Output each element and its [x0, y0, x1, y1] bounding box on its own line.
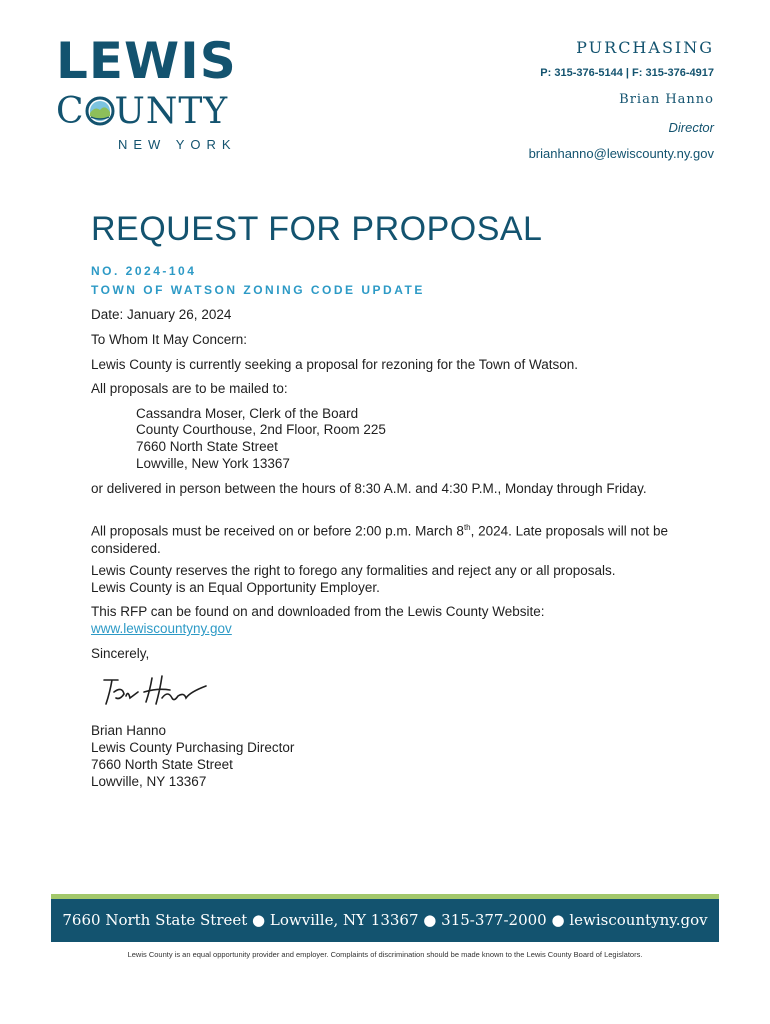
department-name: PURCHASING	[576, 38, 714, 57]
phone-fax: P: 315-376-5144 | F: 315-376-4917	[540, 67, 714, 79]
logo-lewis-text: LEWIS	[56, 32, 237, 90]
letter-salutation: To Whom It May Concern:	[91, 332, 248, 347]
signer-street: 7660 North State Street	[91, 757, 233, 772]
address-line-4: Lowville, New York 13367	[136, 456, 290, 471]
paragraph-deadline	[91, 519, 681, 557]
deadline-text-b: , 2024. Late proposals will not be considered.	[91, 523, 668, 556]
director-title: Director	[668, 120, 714, 135]
address-line-1: Cassandra Moser, Clerk of the Board	[136, 406, 359, 421]
deadline-text-a: All proposals must be received on or before 2:00 p.m. March 8	[91, 523, 464, 539]
footer-contact-bar: 7660 North State Street ● Lowville, NY 13367 ● 315-377-2000 ● lewiscountyny.gov	[51, 899, 719, 942]
signer-name: Brian Hanno	[91, 723, 167, 738]
paragraph-website	[91, 603, 681, 637]
signature-image	[100, 672, 210, 712]
rights-line-2: Lewis County is an Equal Opportunity Employer.	[91, 580, 380, 595]
director-name: Brian Hanno	[619, 92, 714, 107]
signer-title: Lewis County Purchasing Director	[91, 740, 295, 755]
rfp-number: NO. 2024-104	[91, 264, 197, 278]
logo-county-c: C	[56, 91, 85, 132]
signature-block	[91, 722, 681, 790]
website-link[interactable]: www.lewiscountyny.gov	[91, 621, 232, 636]
address-line-2: County Courthouse, 2nd Floor, Room 225	[136, 422, 386, 437]
paragraph-mail-to: All proposals are to be mailed to:	[91, 381, 288, 396]
county-logo	[56, 32, 256, 156]
director-email[interactable]: brianhanno@lewiscounty.ny.gov	[528, 146, 714, 161]
address-line-3: 7660 North State Street	[136, 439, 278, 454]
logo-new-york-text: NEW YORK	[118, 137, 237, 152]
paragraph-intro: Lewis County is currently seeking a proposal for rezoning for the Town of Watson.	[91, 357, 578, 372]
letter-closing: Sincerely,	[91, 646, 150, 661]
paragraph-rights	[91, 562, 681, 596]
deadline-superscript: th	[463, 523, 471, 532]
website-text: This RFP can be found on and downloaded from the Lewis County Website:	[91, 604, 545, 619]
letter-date: Date: January 26, 2024	[91, 307, 232, 322]
signer-city: Lowville, NY 13367	[91, 774, 207, 789]
rights-line-1: Lewis County reserves the right to forego any formalities and reject any or all proposals.	[91, 563, 616, 578]
globe-icon	[85, 95, 115, 125]
document-title: REQUEST FOR PROPOSAL	[91, 210, 543, 248]
logo-county-text	[56, 92, 228, 132]
footer-fine-print: Lewis County is an equal opportunity provider and employer. Complaints of discrimination should be made known to the Lewis County Board of Legislators.	[127, 950, 643, 959]
logo-county-rest: UNTY	[114, 91, 229, 132]
rfp-subject: TOWN OF WATSON ZONING CODE UPDATE	[91, 283, 425, 297]
paragraph-delivery: or delivered in person between the hours of 8:30 A.M. and 4:30 P.M., Monday through Friday.	[91, 481, 647, 496]
